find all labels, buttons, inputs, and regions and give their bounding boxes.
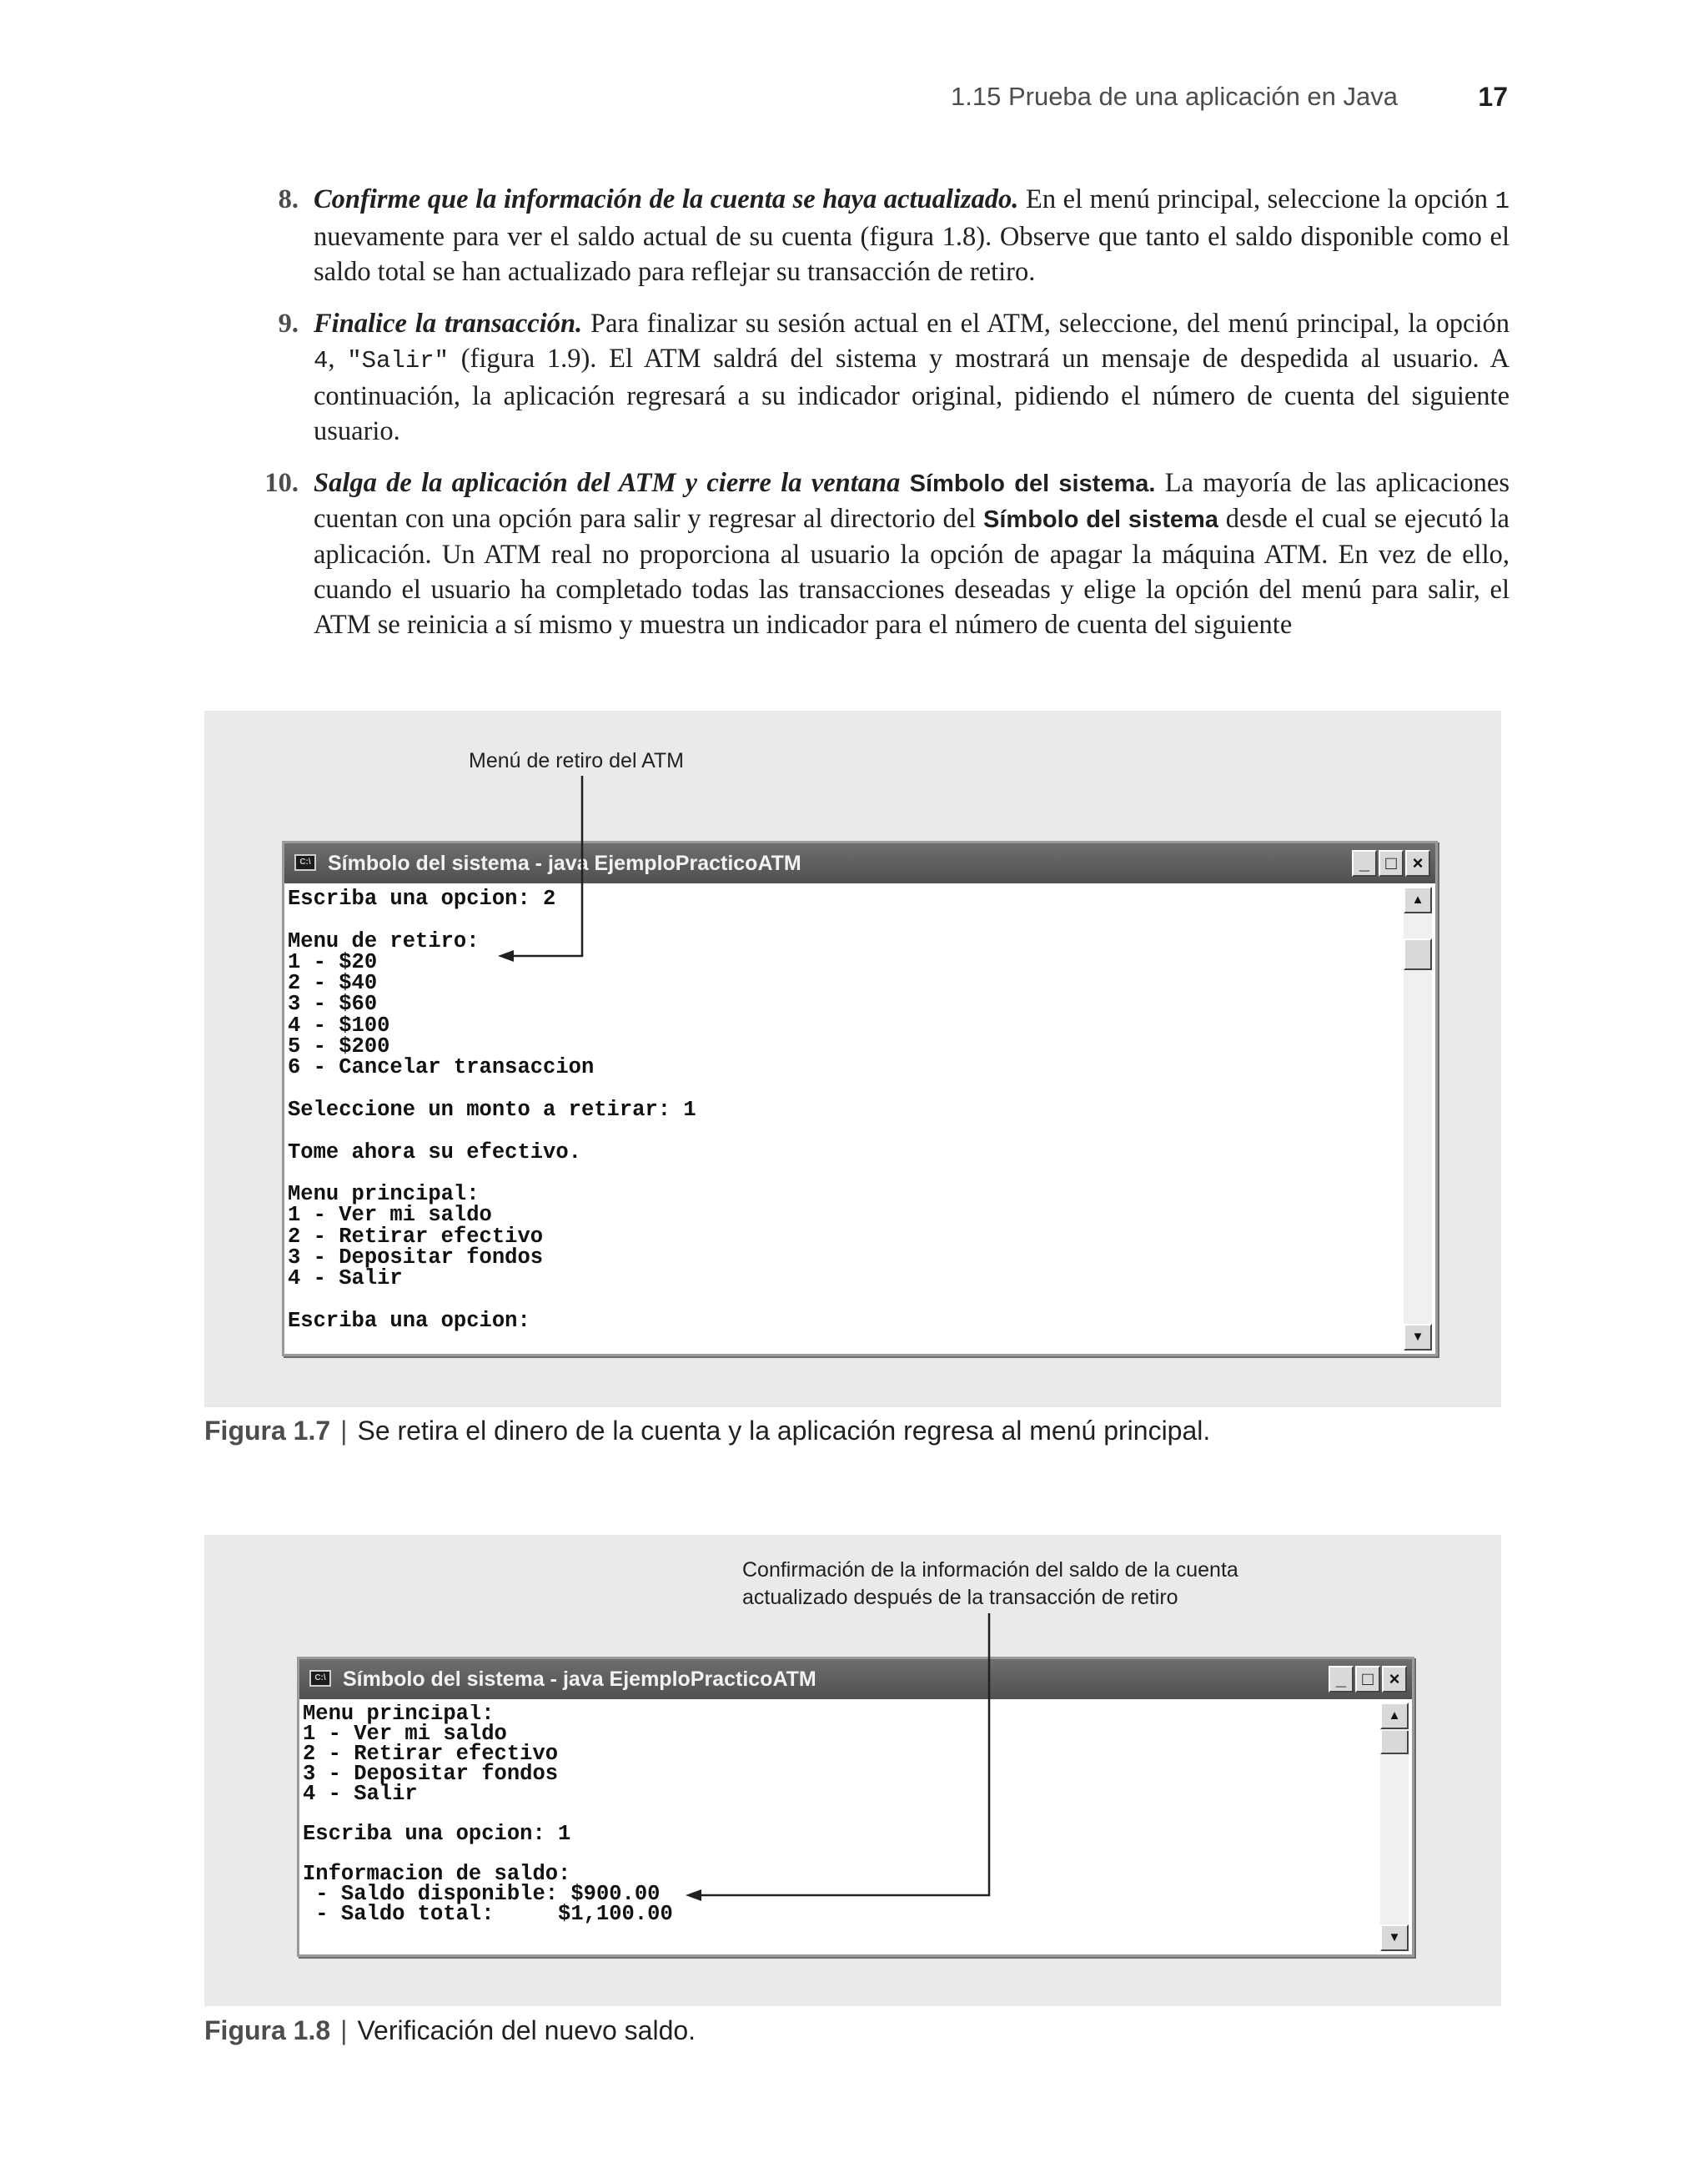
step-text: La mayoría de las aplicaciones cuentan con una opción para salir y regresar al directorio del xyxy=(314,468,1510,534)
step-code: "Salir" xyxy=(347,347,450,375)
step-text: desde el cual se ejecutó la aplicación. Un ATM real no proporciona al usuario la opción de apagar la máquina ATM. En vez de ello, cuando el usuario ha completado todas las transacciones deseadas y elige la opción del menú para salir, el ATM se reinicia a sí mismo y muestra un indicador para el número de cuenta del siguiente xyxy=(314,504,1510,640)
scroll-up-button[interactable]: ▲ xyxy=(1380,1703,1409,1729)
console-icon: C:\ xyxy=(294,854,316,871)
scroll-thumb[interactable] xyxy=(1380,1731,1409,1754)
scroll-thumb[interactable] xyxy=(1404,938,1432,970)
step-text: nuevamente para ver el saldo actual de su cuenta (figura 1.8). Observe que tanto el saldo disponible como el saldo total se han actualizado para reflejar su transacción de retiro. xyxy=(314,222,1510,287)
window-titlebar[interactable] xyxy=(299,1659,1412,1699)
console-line xyxy=(288,1163,1399,1184)
console-line: 2 - Retirar efectivo xyxy=(303,1742,559,1766)
steps-list xyxy=(250,182,1510,659)
console-line: 4 - Salir xyxy=(288,1266,403,1291)
step-window-name: Símbolo del sistema xyxy=(983,506,1218,533)
console-line: Escriba una opcion: 1 xyxy=(303,1822,571,1846)
callout-line: Confirmación de la información del saldo de la cuenta xyxy=(742,1558,1238,1582)
console-output xyxy=(303,1704,1375,1951)
callout-updated-balance xyxy=(742,1557,1238,1612)
step-code: 1 xyxy=(1494,188,1510,215)
page-number: 17 xyxy=(1478,82,1508,112)
close-button[interactable]: × xyxy=(1382,1666,1407,1693)
console-line xyxy=(288,1120,1399,1141)
step-8 xyxy=(250,182,1510,289)
console-line: Seleccione un monto a retirar: 1 xyxy=(288,1097,696,1122)
step-title: Confirme que la información de la cuenta se haya actualizado. xyxy=(314,184,1019,214)
maximize-button[interactable]: □ xyxy=(1355,1666,1380,1693)
step-9 xyxy=(250,306,1510,449)
caption-separator: | xyxy=(340,1416,348,1446)
window-title: Símbolo del sistema - java EjemploPracticoATM xyxy=(328,852,801,875)
console-line: Escriba una opcion: 2 xyxy=(288,888,556,911)
console-line: 4 - Salir xyxy=(303,1782,418,1806)
scroll-up-button[interactable]: ▲ xyxy=(1404,887,1432,913)
figure-1-7-caption xyxy=(204,1416,1210,1446)
callout-line: actualizado después de la transacción de retiro xyxy=(742,1586,1178,1609)
caption-text: Se retira el dinero de la cuenta y la aplicación regresa al menú principal. xyxy=(357,1416,1211,1446)
step-text: En el menú principal, seleccione la opción xyxy=(1018,184,1495,214)
console-line: 3 - Depositar fondos xyxy=(303,1762,559,1786)
console-line xyxy=(288,909,1399,930)
window-controls xyxy=(1352,850,1430,877)
console-line: - Saldo total: $1,100.00 xyxy=(303,1902,673,1926)
step-code: 4 xyxy=(314,347,329,375)
figure-label: Figura 1.8 xyxy=(204,2015,331,2045)
step-title: Finalice la transacción. xyxy=(314,309,583,339)
scroll-down-button[interactable]: ▼ xyxy=(1404,1324,1432,1351)
console-window[interactable] xyxy=(282,841,1438,1356)
console-line: Menu de retiro: xyxy=(288,928,480,953)
step-title: Salga de la aplicación del ATM y cierre la ventana xyxy=(314,468,901,498)
vertical-scrollbar[interactable] xyxy=(1380,1703,1409,1951)
console-line: Menu principal: xyxy=(303,1704,495,1726)
console-line: Escriba una opcion: xyxy=(288,1308,530,1333)
console-icon: C:\ xyxy=(309,1670,331,1687)
running-head xyxy=(951,82,1508,120)
step-title-window-name: Símbolo del sistema. xyxy=(909,470,1156,497)
caption-separator: | xyxy=(340,2015,348,2045)
console-line: 3 - Depositar fondos xyxy=(288,1245,544,1270)
console-line: 2 - $40 xyxy=(288,971,378,996)
callout-withdrawal-menu: Menú de retiro del ATM xyxy=(469,749,684,772)
console-line: 1 - $20 xyxy=(288,949,378,974)
console-line: 6 - Cancelar transaccion xyxy=(288,1055,595,1080)
console-line: 1 - Ver mi saldo xyxy=(288,1203,492,1228)
caption-text: Verificación del nuevo saldo. xyxy=(357,2015,696,2045)
window-controls xyxy=(1329,1666,1407,1693)
step-number: 8. xyxy=(278,184,299,214)
close-button[interactable]: × xyxy=(1405,850,1430,877)
step-text: (figura 1.9). El ATM saldrá del sistema y mostrará un mensaje de despedida al usuario. A continuación, la aplicación regresará a su indicador original, pidiendo el número de cuenta del siguiente usuario. xyxy=(314,344,1510,446)
console-line: Menu principal: xyxy=(288,1182,480,1207)
console-line: Tome ahora su efectivo. xyxy=(288,1139,581,1164)
window-titlebar[interactable] xyxy=(284,843,1435,883)
scroll-down-button[interactable]: ▼ xyxy=(1380,1924,1409,1951)
step-number: 10. xyxy=(264,468,299,498)
console-output xyxy=(288,888,1399,1351)
console-line: 1 - Ver mi saldo xyxy=(303,1722,507,1746)
console-line: 4 - $100 xyxy=(288,1013,390,1038)
minimize-button[interactable]: _ xyxy=(1352,850,1377,877)
window-title: Símbolo del sistema - java EjemploPracticoATM xyxy=(343,1667,816,1691)
console-line: - Saldo disponible: $900.00 xyxy=(303,1882,661,1906)
step-number: 9. xyxy=(278,309,299,339)
figure-1-8-caption xyxy=(204,2015,696,2046)
step-text: , xyxy=(328,344,348,374)
vertical-scrollbar[interactable] xyxy=(1404,887,1432,1351)
console-line: 5 - $200 xyxy=(288,1034,390,1059)
console-window[interactable] xyxy=(297,1657,1414,1957)
console-line: 2 - Retirar efectivo xyxy=(288,1224,544,1249)
console-line xyxy=(288,1079,1399,1099)
figure-label: Figura 1.7 xyxy=(204,1416,331,1446)
section-title: 1.15 Prueba de una aplicación en Java xyxy=(951,82,1399,111)
step-text: Para finalizar su sesión actual en el ATM, seleccione, del menú principal, la opción xyxy=(582,309,1510,339)
console-line: Informacion de saldo: xyxy=(303,1862,571,1886)
minimize-button[interactable]: _ xyxy=(1329,1666,1354,1693)
maximize-button[interactable]: □ xyxy=(1379,850,1404,877)
console-line: 3 - $60 xyxy=(288,992,378,1017)
console-line xyxy=(288,1290,1399,1310)
step-10 xyxy=(250,465,1510,642)
